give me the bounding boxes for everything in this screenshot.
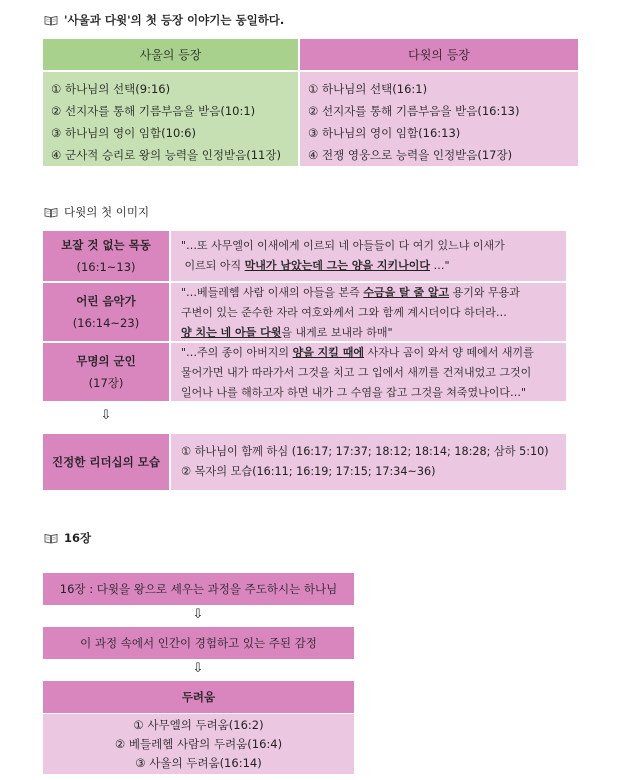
leader-list <box>171 434 566 490</box>
david-header <box>300 39 578 70</box>
flow-box-text: 이 과정 속에서 인간이 경험하고 있는 주된 감정 <box>80 636 317 650</box>
row-ref: (16:1~13) <box>76 260 136 274</box>
leader-title: 진정한 리더십의 모습 <box>52 455 160 469</box>
section2-title <box>44 204 149 220</box>
section2-title-text: 다윗의 첫 이미지 <box>64 205 150 219</box>
book-icon <box>44 533 58 544</box>
list-item: ① 사무엘의 두려움(16:2) <box>133 718 264 732</box>
quote-line: 이르되 아직 막내가 남았는데 그는 양을 지키나이다 …" <box>184 259 450 272</box>
leader-label <box>43 434 169 490</box>
image-row-label <box>43 343 169 401</box>
list-item: ② 선지자를 통해 기름부음을 받음(10:1) <box>51 104 256 118</box>
fear-header-text: 두려움 <box>181 690 216 704</box>
section3-title-text: 16장 <box>64 531 92 545</box>
row-ref: (17장) <box>88 376 124 390</box>
quote-line: 구변이 있는 준수한 자라 여호와께서 그와 함께 계시더이다 하더라… <box>181 306 507 319</box>
list-item: ② 선지자를 통해 기름부음을 받음(16:13) <box>308 104 520 118</box>
flow-box-1 <box>43 573 354 605</box>
saul-header-label: 사울의 등장 <box>139 48 202 62</box>
quote-line: "…주의 종이 아버지의 양을 지킬 때에 사자나 곰이 와서 양 떼에서 새끼를 <box>181 346 534 359</box>
book-icon <box>44 15 58 26</box>
list-item: ③ 하나님의 영이 임함(16:13) <box>308 126 461 140</box>
image-row-quote <box>171 343 566 401</box>
row-title: 보잘 것 없는 목동 <box>61 238 151 252</box>
quote-line: "…또 사무엘이 이새에게 이르되 네 아들들이 다 여기 있느냐 이새가 <box>181 239 505 252</box>
flow-box-text: 16장 : 다윗을 왕으로 세우는 과정을 주도하시는 하나님 <box>59 582 338 596</box>
row-title: 무명의 군인 <box>76 354 136 368</box>
david-list <box>300 72 578 166</box>
image-row-quote <box>171 283 566 341</box>
list-item: ① 하나님의 선택(16:1) <box>308 82 428 96</box>
list-item: ③ 사울의 두려움(16:14) <box>135 756 262 770</box>
list-item: ④ 군사적 승리로 왕의 능력을 인정받음(11장) <box>51 148 281 162</box>
quote-line: 양 치는 네 아들 다윗을 내게로 보내라 하매" <box>181 326 393 339</box>
list-item: ③ 하나님의 영이 임함(10:6) <box>51 126 196 140</box>
quote-line: 물어가면 내가 따라가서 그것을 치고 그 입에서 새끼를 건져내었고 그것이 <box>181 366 532 379</box>
image-row-quote <box>171 231 566 281</box>
section1-title-text: '사울과 다윗'의 첫 등장 이야기는 동일하다. <box>64 13 285 27</box>
saul-list <box>43 72 298 166</box>
fear-header <box>43 681 354 713</box>
down-arrow-icon: ⇩ <box>192 607 204 622</box>
section3-title <box>44 530 91 546</box>
list-item: ① 하나님이 함께 하심 (16:17; 17:37; 18:12; 18:14; 18:28; 삼하 5:10) <box>181 445 549 458</box>
list-item: ② 목자의 모습(16:11; 16:19; 17:15; 17:34~36) <box>181 465 436 478</box>
quote-line: 일어나 나를 해하고자 하면 내가 그 수염을 잡고 그것을 쳐죽였나이다…" <box>181 386 527 399</box>
david-header-label: 다윗의 등장 <box>408 48 470 62</box>
down-arrow-icon: ⇩ <box>192 661 204 676</box>
list-item: ② 베들레헴 사람의 두려움(16:4) <box>114 737 283 751</box>
list-item: ④ 전쟁 영웅으로 능력을 인정받음(17장) <box>308 148 513 162</box>
list-item: ① 하나님의 선택(9:16) <box>51 82 171 96</box>
image-row-label <box>43 283 169 341</box>
row-ref: (16:14~23) <box>72 316 140 330</box>
flow-box-2 <box>43 627 354 659</box>
down-arrow-icon: ⇩ <box>100 408 112 423</box>
saul-header <box>43 39 298 70</box>
image-row-label <box>43 231 169 281</box>
fear-list <box>43 714 354 774</box>
quote-line: "…베들레헴 사람 이새의 아들을 본즉 수금을 탈 줄 알고 용기와 무용과 <box>181 286 520 299</box>
section1-title <box>44 12 284 28</box>
row-title: 어린 음악가 <box>76 294 136 308</box>
book-icon <box>44 207 58 218</box>
